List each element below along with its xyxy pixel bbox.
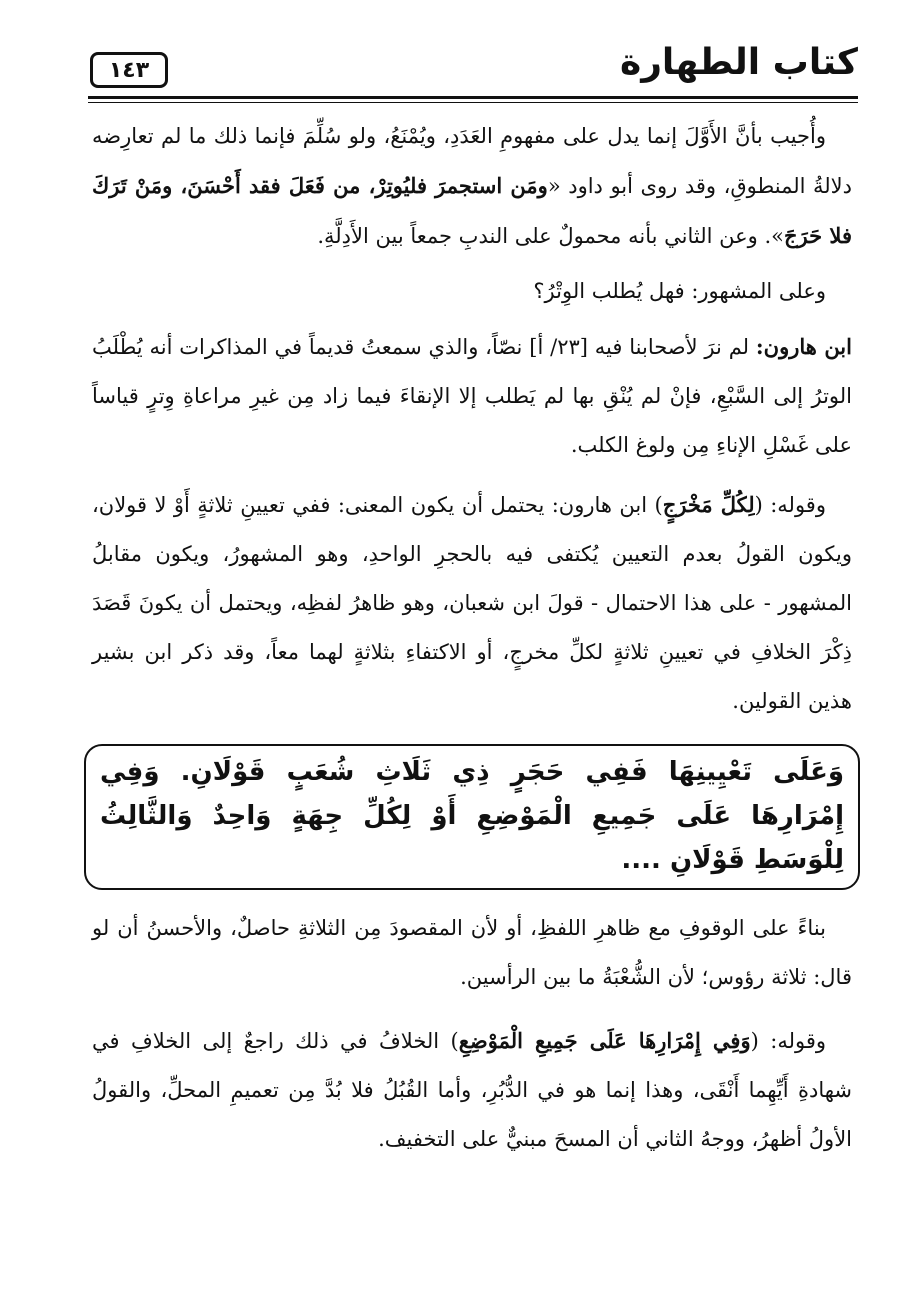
paragraph [92, 267, 852, 316]
matn-quote: وَفِي إِمْرَارِهَا عَلَى جَمِيعِ الْمَوْضِعِ [458, 1028, 751, 1053]
author-label: ابن هارون: [755, 334, 852, 359]
page-body [92, 112, 852, 1164]
paragraph-text: بناءً على الوقوفِ مع ظاهرِ اللفظِ، أو لأن المقصودَ مِن الثلاثةِ حاصلٌ، والأحسنُ أن لو قال: ثلاثة رؤوس؛ لأن الشُّعْبَةُ ما بين الرأسين. [92, 916, 852, 989]
chapter-title: كتاب الطهارة [619, 42, 858, 83]
page-number: ١٤٣ [90, 52, 168, 88]
paragraph-text: وقوله: ( [754, 493, 826, 517]
hadith-quote: ومَن استجمرَ فليُوتِرْ، من فَعَلَ فقد أَحْسَنَ، ومَنْ تَرَكَ فلا حَرَجَ [92, 173, 852, 248]
paragraph [92, 322, 852, 470]
paragraph [92, 904, 852, 1002]
paragraph [92, 1016, 852, 1164]
paragraph-text: وأُجيب بأنَّ الأَوَّلَ إنما يدل على مفهومِ العَدَدِ، ويُمْنَعُ، ولو سُلِّمَ فإنما ذلك ما لم تعارِضه دلالةُ المنطوقِ، وقد روى أبو داود « [92, 124, 852, 198]
matn-quote: لِكُلِّ مَخْرَجٍ [662, 492, 755, 517]
paragraph [92, 112, 852, 261]
paragraph-text: لم نرَ لأصحابنا فيه [٢٣/ أ] نصّاً، والذي سمعتُ قديماً في المذاكرات أنه يُطْلَبُ الوترُ إلى السَّبْعِ، فإنْ لم يُنْقِ بها لم يَطلب إلا الإنقاءَ فيما زاد مِن غيرِ مراعاةِ وِترٍ قياساً على غَسْلِ الإناءِ مِن ولوغ الكلب. [92, 335, 852, 457]
page-header [88, 38, 858, 98]
paragraph-text: وعلى المشهور: فهل يُطلب الوِتْرُ؟ [533, 279, 826, 303]
matn-text-box [84, 744, 860, 890]
header-divider [88, 96, 858, 103]
matn-text: وَعَلَى تَعْيِينِهَا فَفِي حَجَرٍ ذِي ثَلَاثِ شُعَبٍ قَوْلَانِ. وَفِي إِمْرَارِهَا عَلَى جَمِيعِ الْمَوْضِعِ أَوْ لِكُلِّ جِهَةٍ وَاحِدٌ وَالثَّالِثُ لِلْوَسَطِ قَوْلَانِ .... [100, 757, 844, 875]
paragraph-text: ) الخلافُ في ذلك راجعٌ إلى الخلافِ في شهادةِ أَيِّهِما أَنْقَى، وهذا إنما هو في الدُّبُرِ، وأما القُبُلُ فلا بُدَّ مِن تعميمِ المحلِّ، والقولُ الأولُ أظهرُ، ووجهُ الثاني أن المسحَ مبنيٌّ على التخفيف. [92, 1029, 852, 1151]
paragraph [92, 480, 852, 726]
paragraph-text: ». وعن الثاني بأنه محمولٌ على الندبِ جمعاً بين الأَدِلَّةِ. [317, 224, 784, 248]
paragraph-text: ) ابن هارون: يحتمل أن يكون المعنى: ففي تعيينِ ثلاثةٍ أَوْ لا قولان، ويكون القولُ بعدم التعيين يُكتفى فيه بالحجرِ الواحدِ، وهو المشهورُ، ويكون مقابلُ المشهور - على هذا الاحتمال - قولَ ابن شعبان، وهو ظاهرُ لفظِه، ويحتمل أن يكونَ قَصَدَ ذِكْرَ الخلافِ في تعيينِ ثلاثةٍ لكلِّ مخرجٍ، أو الاكتفاءِ بثلاثةٍ لهما معاً، وقد ذكر ابن بشير هذين القولين. [92, 493, 852, 713]
paragraph-text: وقوله: ( [750, 1029, 826, 1053]
